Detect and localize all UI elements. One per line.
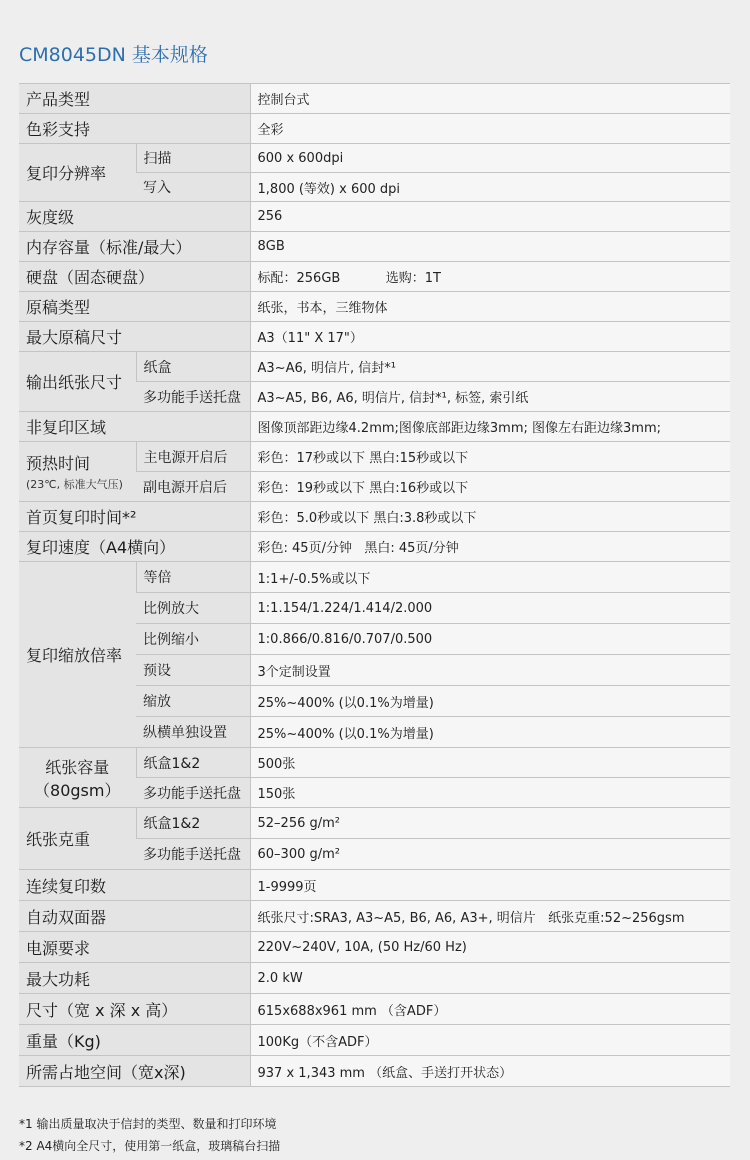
table-row xyxy=(19,932,730,963)
row-value: 1,800 (等效) x 600 dpi xyxy=(250,173,730,202)
row-label: 灰度级 xyxy=(19,202,250,232)
table-row xyxy=(19,532,730,562)
row-value: 标配：256GB 选购：1T xyxy=(250,262,730,292)
table-row xyxy=(19,262,730,292)
row-value: 3个定制设置 xyxy=(250,655,730,686)
row-label: 重量（Kg) xyxy=(19,1025,250,1056)
sub-label: 缩放 xyxy=(136,686,250,717)
row-label-group xyxy=(19,748,136,808)
row-label: 预热时间 xyxy=(26,454,91,473)
sub-label: 多功能手送托盘 xyxy=(136,839,250,870)
sub-label: 主电源开启后 xyxy=(136,442,250,472)
row-label: 复印缩放倍率 xyxy=(19,562,136,748)
row-value: 1:0.866/0.816/0.707/0.500 xyxy=(250,624,730,655)
footnote: *2 A4横向全尺寸，使用第一纸盒，玻璃稿台扫描 xyxy=(19,1139,281,1153)
row-value: 1:1.154/1.224/1.414/2.000 xyxy=(250,593,730,624)
row-label: 复印速度（A4横向） xyxy=(19,532,250,562)
row-value: 500张 xyxy=(250,748,730,778)
table-row xyxy=(19,808,730,839)
row-value: 25%~400% (以0.1%为增量) xyxy=(250,717,730,748)
table-row xyxy=(19,352,730,382)
row-value: 256 xyxy=(250,202,730,232)
table-row xyxy=(19,202,730,232)
table-row xyxy=(19,144,730,173)
table-row xyxy=(19,114,730,144)
row-value: 100Kg（不含ADF） xyxy=(250,1025,730,1056)
row-value: 全彩 xyxy=(250,114,730,144)
sub-label: 扫描 xyxy=(136,144,250,173)
table-row xyxy=(19,901,730,932)
row-label: 产品类型 xyxy=(19,84,250,114)
table-row xyxy=(19,1025,730,1056)
sub-label: 副电源开启后 xyxy=(136,472,250,502)
row-value: 615x688x961 mm （含ADF） xyxy=(250,994,730,1025)
row-sublabel: (23℃, 标准大气压) xyxy=(26,478,123,491)
table-row xyxy=(19,748,730,778)
row-value: 2.0 kW xyxy=(250,963,730,994)
row-value: 150张 xyxy=(250,778,730,808)
row-value: 52–256 g/m² xyxy=(250,808,730,839)
row-label: 最大原稿尺寸 xyxy=(19,322,250,352)
row-label: 复印分辨率 xyxy=(19,144,136,202)
row-value: 8GB xyxy=(250,232,730,262)
sub-label: 比例缩小 xyxy=(136,624,250,655)
sub-label: 多功能手送托盘 xyxy=(136,382,250,412)
row-label: 内存容量（标准/最大） xyxy=(19,232,250,262)
spec-table xyxy=(19,83,730,1087)
sub-label: 多功能手送托盘 xyxy=(136,778,250,808)
row-value: 60–300 g/m² xyxy=(250,839,730,870)
sub-label: 等倍 xyxy=(136,562,250,593)
row-value: 1-9999页 xyxy=(250,870,730,901)
row-value: 纸张尺寸:SRA3, A3~A5, B6, A6, A3+, 明信片 纸张克重:52~256gsm xyxy=(250,901,730,932)
table-row xyxy=(19,412,730,442)
row-value: A3（11" X 17"） xyxy=(250,322,730,352)
row-label: 色彩支持 xyxy=(19,114,250,144)
footnote: *1 输出质量取决于信封的类型、数量和打印环境 xyxy=(19,1117,277,1131)
row-label: 所需占地空间（宽x深) xyxy=(19,1056,250,1087)
table-row xyxy=(19,870,730,901)
sub-label: 写入 xyxy=(136,173,250,202)
row-label: 连续复印数 xyxy=(19,870,250,901)
row-value: 25%~400% (以0.1%为增量) xyxy=(250,686,730,717)
row-value: 937 x 1,343 mm （纸盒、手送打开状态） xyxy=(250,1056,730,1087)
row-label: 原稿类型 xyxy=(19,292,250,322)
page-title: CM8045DN 基本规格 xyxy=(19,44,208,66)
table-row xyxy=(19,1056,730,1087)
table-row xyxy=(19,502,730,532)
row-value: 彩色：5.0秒或以下 黑白:3.8秒或以下 xyxy=(250,502,730,532)
table-row xyxy=(19,994,730,1025)
table-row xyxy=(19,84,730,114)
row-label: 最大功耗 xyxy=(19,963,250,994)
row-label: 输出纸张尺寸 xyxy=(19,352,136,412)
row-label: 非复印区域 xyxy=(19,412,250,442)
row-value: 控制台式 xyxy=(250,84,730,114)
sub-label: 纸盒1&2 xyxy=(136,808,250,839)
row-value: A3~A6, 明信片, 信封*¹ xyxy=(250,352,730,382)
footnotes xyxy=(19,1113,280,1157)
row-label: 首页复印时间*² xyxy=(19,502,250,532)
table-row xyxy=(19,442,730,472)
table-row xyxy=(19,292,730,322)
row-label: 纸张容量 xyxy=(45,757,110,777)
sub-label: 纵横单独设置 xyxy=(136,717,250,748)
row-value: 彩色: 45页/分钟 黑白: 45页/分钟 xyxy=(250,532,730,562)
row-label: 硬盘（固态硬盘） xyxy=(19,262,250,292)
row-label: 自动双面器 xyxy=(19,901,250,932)
table-row xyxy=(19,963,730,994)
table-row xyxy=(19,562,730,593)
table-row xyxy=(19,322,730,352)
sub-label: 纸盒 xyxy=(136,352,250,382)
row-label: 尺寸（宽 x 深 x 高） xyxy=(19,994,250,1025)
row-value: 彩色：17秒或以下 黑白:15秒或以下 xyxy=(250,442,730,472)
row-label-group xyxy=(19,442,136,502)
row-value: A3~A5, B6, A6, 明信片, 信封*¹, 标签, 索引纸 xyxy=(250,382,730,412)
row-value: 纸张，书本，三维物体 xyxy=(250,292,730,322)
sub-label: 预设 xyxy=(136,655,250,686)
sub-label: 纸盒1&2 xyxy=(136,748,250,778)
row-value: 600 x 600dpi xyxy=(250,144,730,173)
sub-label: 比例放大 xyxy=(136,593,250,624)
row-label: 电源要求 xyxy=(19,932,250,963)
row-value: 图像顶部距边缘4.2mm;图像底部距边缘3mm; 图像左右距边缘3mm; xyxy=(250,412,730,442)
row-value: 220V~240V, 10A, (50 Hz/60 Hz) xyxy=(250,932,730,963)
row-value: 彩色：19秒或以下 黑白:16秒或以下 xyxy=(250,472,730,502)
row-label-line2: （80gsm） xyxy=(34,780,121,800)
row-label: 纸张克重 xyxy=(19,808,136,870)
table-row xyxy=(19,232,730,262)
row-value: 1:1+/-0.5%或以下 xyxy=(250,562,730,593)
